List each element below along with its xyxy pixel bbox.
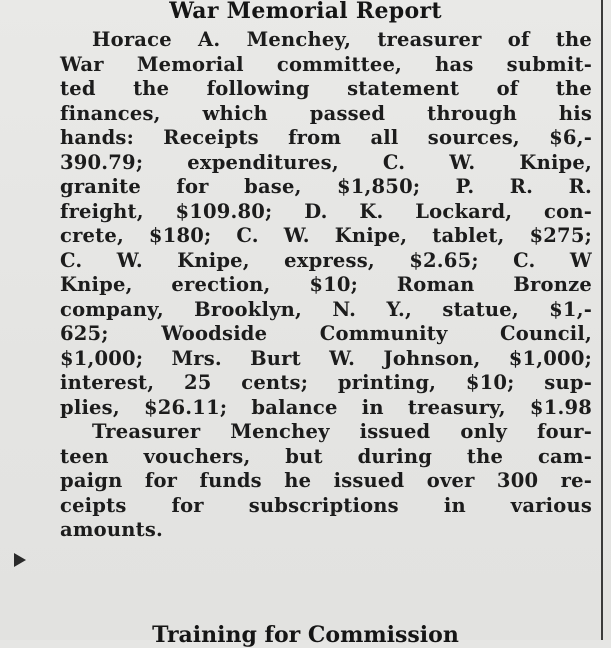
article-line: War Memorial committee, has submit- xyxy=(60,52,592,76)
article-line: Treasurer Menchey issued only four- xyxy=(92,420,592,443)
article-line: interest, 25 cents; printing, $10; sup- xyxy=(60,371,592,394)
next-article-headline: Training for Commission xyxy=(152,622,459,648)
article-line: 390.79; expenditures, C. W. Knipe, xyxy=(60,150,592,174)
article-line: paign for funds he issued over 300 re- xyxy=(60,469,592,492)
article-line: ted the following statement of the xyxy=(60,77,592,100)
article-body xyxy=(60,28,592,543)
article-headline: War Memorial Report xyxy=(169,0,442,24)
article-line: freight, $109.80; D. K. Lockard, con- xyxy=(60,199,592,223)
article-line: Knipe, erection, $10; Roman Bronze xyxy=(60,273,592,296)
article-line: company, Brooklyn, N. Y., statue, $1,- xyxy=(60,297,592,321)
article-line: teen vouchers, but during the cam- xyxy=(60,444,592,468)
article-line: hands: Receipts from all sources, $6,- xyxy=(60,126,592,149)
article-line: amounts. xyxy=(60,518,164,541)
article-line: crete, $180; C. W. Knipe, tablet, $275; xyxy=(60,224,592,247)
pointer-arrow-icon xyxy=(14,553,26,567)
column-rule xyxy=(601,0,603,640)
article-line: plies, $26.11; balance in treasury, $1.98 xyxy=(60,395,592,419)
article-line: 625; Woodside Community Council, xyxy=(60,322,592,345)
article-line: finances, which passed through his xyxy=(60,101,592,125)
article-line: Horace A. Menchey, treasurer of the xyxy=(92,28,592,51)
article-line: granite for base, $1,850; P. R. R. xyxy=(60,175,592,198)
article-line: $1,000; Mrs. Burt W. Johnson, $1,000; xyxy=(60,346,592,370)
article-line: ceipts for subscriptions in various xyxy=(60,493,592,517)
article-line: C. W. Knipe, express, $2.65; C. W xyxy=(60,248,592,272)
